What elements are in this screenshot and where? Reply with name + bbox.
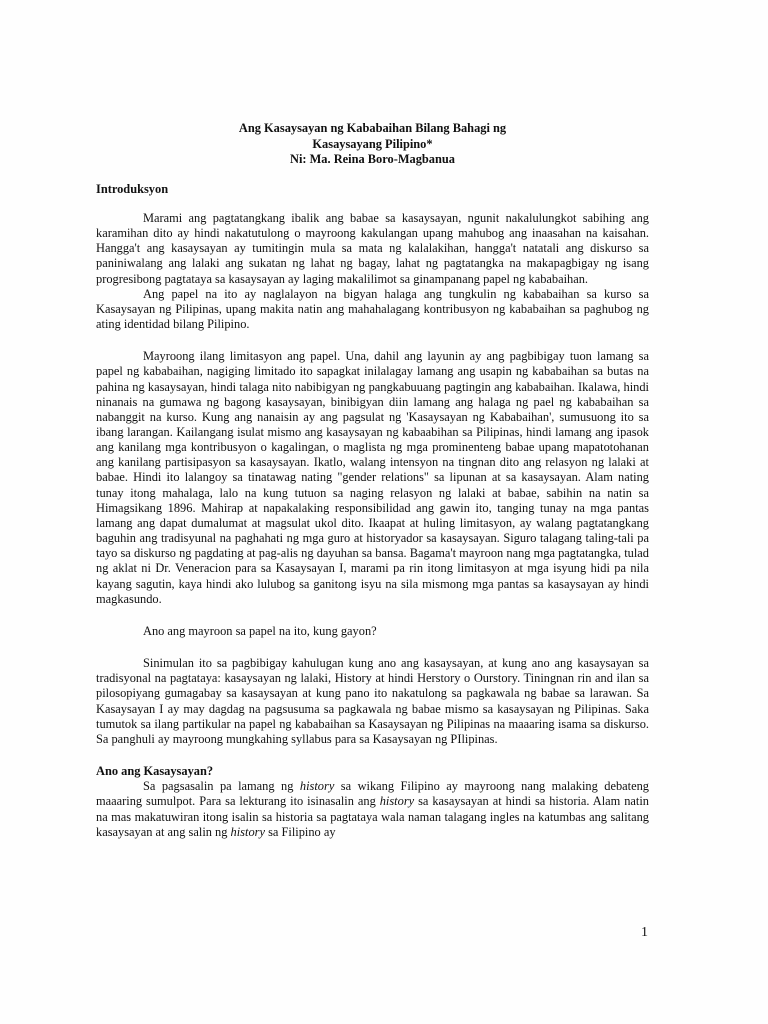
page-number: 1 bbox=[641, 925, 648, 940]
paragraph-6-text: sa kasaysayan at hindi sa historia. Alam natin na mas makatuwiran itong isalin sa historia sa pagtataya wala naman talagang ingles na katumbas ang salitang kasaysayan at ang salin ng bbox=[96, 794, 649, 839]
paragraph-6 bbox=[96, 779, 649, 840]
history-term: history bbox=[230, 824, 265, 839]
document-title: Ang Kasaysayan ng Kababaihan Bilang Bahagi ng bbox=[238, 121, 507, 135]
author-line: Ni: Ma. Reina Boro-Magbanua bbox=[290, 152, 455, 167]
document-title-block bbox=[96, 121, 649, 168]
paragraph-2: Ang papel na ito ay naglalayon na bigyan halaga ang tungkulin ng kababaihan sa kurso sa Kasaysayan ng Pilipinas, upang makita natin ang mahahalagang kontribusyon ng kababaihan sa paghubog ng ating identidad bilang Pilipino. bbox=[96, 286, 649, 332]
paragraph-4: Ano ang mayroon sa papel na ito, kung gayon? bbox=[143, 623, 377, 638]
paragraph-3: Mayroong ilang limitasyon ang papel. Una, dahil ang layunin ay ang pagbibigay tuon lamang sa papel ng kababaihan, nagiging limitado ito sapagkat inilalagay lamang ang usapin ng kababaihan sa butas na pahina ng kasaysayan, hindi talaga nito nabibigyan ng pangkabuuang pagtingin ang kababaihan. Ikalawa, hindi ninanais na gumawa ng bagong kasaysayan, binibigyan diin lamang ang halaga ng pael ng kababaihan sa nabanggit na kurso. Kung ang nanaisin ay ang pagsulat ng 'Kasaysayan ng Kababaihan', sumusuong ito sa ibang larangan. Kailangang isulat mismo ang kasaysayan ng kabaabihan sa Pilipinas, hindi lamang ang ipasok ang kanilang mga kontribusyon o kagalingan, o maglista ng mga prominenteng babae upang mapatotohanan ang kanilang partisipasyon sa kasaysayan. Ikatlo, walang intensyon na tingnan dito ang relasyon ng lalaki at babae. Hindi ito lalangoy sa tinatawag nating "gender relations" sa lipunan at sa kasaysayan. Alam nating tunay itong mahalaga, lalo na kung tutuon sa naging relasyon ng lalaki at babae, sabihin na natin sa Himagsikang 1896. Mahirap at napakalaking responsibilidad ang gawin ito, tanging tunay na mga pantas lamang ang dapat dumalumat at magsulat ukol dito. Ikaapat at huling limitasyon, ay walang pagtatangkang baguhin ang tradisyunal na paghahati ng mga guro at historyador sa kasaysayan. Siguro talagang taling-tali pa tayo sa diskurso ng pagdating at pag-alis ng dayuhan sa bansa. Bagama't mayroon nang mga pagtatangka, tulad ng aklat ni Dr. Veneracion para sa Kasaysayan I, marami pa rin itong limitasyon at mga isyung hidi pa nila kayang sagutin, kaya hindi ako lulubog sa ganitong isyu na sila mismong mga pantas sa kasaysayan ay hindi magkasundo. bbox=[96, 349, 649, 606]
paragraph-5: Sinimulan ito sa pagbibigay kahulugan kung ano ang kasaysayan, at kung ano ang kasaysayan sa tradisyonal na pagtataya: kasaysayan ng lalaki, History at hindi Herstory o Ourstory. Tiningnan rin and ilan sa pilosopiyang gumagabay sa kasaysayan at kung pano ito nakatulong sa pagkawala ng babae sa larawan. Sa Kasaysayan I ay may dagdag na pagsusuma sa pagkawala ng babae mismo sa kasaysayan ng Pilipinas. Saka tumutok sa ilang partikular na papel ng kababaihan sa Kasaysayan ng Pilipinas na maaaring isama sa diskurso. Sa panghuli ay mayroong mungkahing syllabus para sa Kasaysayan ng PIlipinas. bbox=[96, 656, 649, 746]
history-term: history bbox=[379, 794, 415, 809]
history-term: history bbox=[299, 779, 335, 794]
section-heading-ano-ang-kasaysayan: Ano ang Kasaysayan? bbox=[96, 763, 214, 778]
page-content bbox=[96, 121, 649, 840]
paragraph-6-text: sa wikang Filipino ay mayroong nang malaking debateng maaaring sumulpot. Para sa lekturang ito isinasalin ang bbox=[96, 779, 649, 809]
document-title-continued: Kasaysayang Pilipino* bbox=[312, 136, 433, 151]
paragraph-6-text: sa Filipino ay bbox=[264, 824, 336, 839]
paragraph-1: Marami ang pagtatangkang ibalik ang babae sa kasaysayan, ngunit nakalulungkot sabihing ang karamihan dito ay hindi nakatutulong o mayroong kakulangan upang mahubog ang inaasahan na kaisahan. Hangga't ang kasaysayan ay tumitingin mula sa mata ng kalalakihan, hangga't natatali ang diskurso sa paniniwalang ang lalaki ang sukatan ng lahat ng bagay, lahat ng pagtatangka na makapagbigay ng isang progresibong pagtataya sa kasaysayan ay laging makalilimot sa ginampanang papel ng kababaihan. bbox=[96, 210, 649, 286]
paragraph-6-text: Sa pagsasalin pa lamang ng bbox=[143, 779, 300, 794]
section-heading-introduksyon: Introduksyon bbox=[96, 181, 169, 196]
